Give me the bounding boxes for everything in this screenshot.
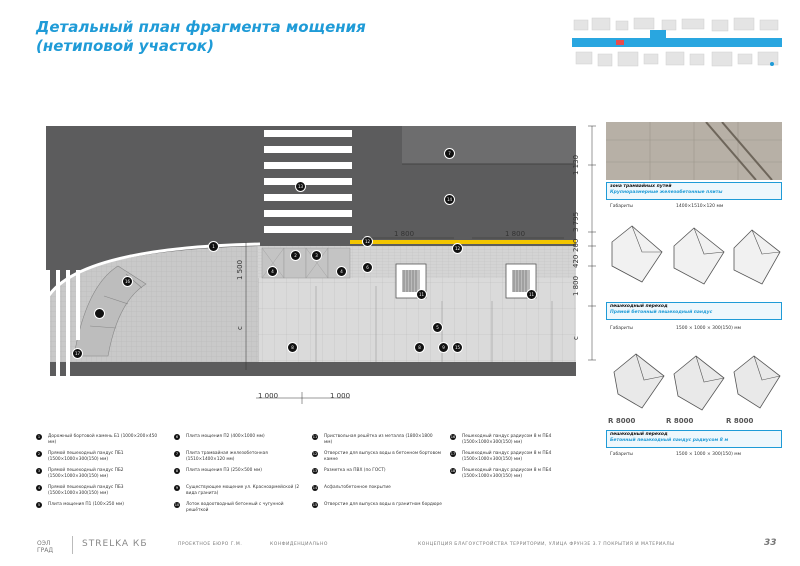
radius-label-3: R 8000 [726, 417, 754, 425]
legend-text: Дорожный бортовой камень Б1 (1000×200×450 мм) [48, 434, 158, 445]
legend-number: 2 [37, 452, 41, 456]
legend-number: 13 [312, 469, 318, 473]
dim-1000-b: 1 000 [330, 392, 351, 400]
marker-13: 13 [295, 181, 306, 192]
legend-text: Плита мощения П2 (400×1000 мм) [186, 434, 265, 439]
dim-420: 420 [572, 254, 580, 268]
tram-slab-label: Габариты [610, 204, 633, 209]
legend-text: Пешеходный пандус радиусом 8 м ПБ4 (1500×1000×300(150) мм) [462, 451, 552, 462]
marker-16: 16 [122, 276, 133, 287]
legend-text: Разметка на ПВХ (по ГОСТ) [324, 468, 386, 473]
dim-1800-b: 1 800 [505, 230, 526, 238]
marker-4b: 4 [336, 266, 347, 277]
marker-3: 3 [311, 250, 322, 261]
footer-text-3: КОНЦЕПЦИЯ БЛАГОУСТРОЙСТВА ТЕРРИТОРИИ, УЛИЦА ФРУНЗЕ 3.7 ПОКРЫТИЯ И МАТЕРИАЛЫ [418, 542, 675, 547]
legend-number: 1 [37, 435, 41, 439]
marker-12: 12 [362, 236, 373, 247]
ramp-caption: пешеходный переход Прямой бетонный пешеходный пандус [606, 302, 782, 320]
dim-1800-a: 1 800 [394, 230, 415, 238]
marker-6: 6 [362, 262, 373, 273]
page-number: 33 [764, 538, 777, 548]
marker-11b: 11 [526, 289, 537, 300]
dim-3795: 3 795 [572, 211, 580, 232]
radius-label-2: R 8000 [666, 417, 694, 425]
marker-2: 2 [290, 250, 301, 261]
tram-slab-size: 1400×1510×120 мм [676, 204, 724, 209]
dim-1000-a: 1 000 [258, 392, 279, 400]
legend-number: 18 [450, 469, 456, 473]
ramp-illustrations [604, 222, 784, 292]
legend-number: 9 [175, 486, 179, 490]
legend-text: Прямой пешеходный пандус ПБ2 (1500×1000×300(150) мм) [48, 468, 124, 479]
dim-c-right: с [572, 336, 580, 340]
legend-number: 14 [312, 486, 318, 490]
dim-1800-vertical: 1 800 [572, 275, 580, 296]
footer-divider [72, 536, 73, 554]
dim-1130: 1 130 [572, 154, 580, 175]
footer-text-2: КОНФИДЕНЦИАЛЬНО [270, 542, 328, 547]
logo-icon [36, 538, 60, 554]
legend [36, 430, 584, 530]
ramp-size: 1500 × 1000 × 300(150) мм [676, 326, 742, 331]
legend-number: 6 [175, 435, 179, 439]
tram-slab-photo [606, 122, 782, 180]
legend-text: Прямой пешеходный пандус ПБ3 (1500×1000×300(150) мм) [48, 485, 124, 496]
marker-1: 1 [208, 241, 219, 252]
legend-number: 11 [312, 435, 318, 439]
marker-8b: 8 [414, 342, 425, 353]
marker-5: 5 [432, 322, 443, 333]
dim-c-left: с [236, 326, 244, 330]
footer [0, 530, 800, 566]
legend-number: 15 [312, 503, 318, 507]
radius-ramp-caption: пешеходный переход Бетонный пешеходный пандус радиусом 8 м [606, 430, 782, 448]
dimension-lines [40, 120, 600, 410]
legend-text: Плита трамвайная железобетонная (1510×1400×120 мм) [186, 451, 268, 462]
location-minimap [572, 16, 782, 70]
marker-7: 7 [444, 148, 455, 159]
svg-text:ГРАД: ГРАД [37, 547, 54, 554]
legend-text: Асфальтобетонное покрытие [324, 485, 391, 490]
legend-number: 7 [175, 452, 179, 456]
radius-ramp-label: Габариты [610, 452, 633, 457]
legend-text: Прямой пешеходный пандус ПБ1 (1500×1000×300(150) мм) [48, 451, 124, 462]
legend-number: 10 [174, 503, 180, 507]
footer-brand: STRELKA КБ [82, 539, 148, 549]
ramp-label: Габариты [610, 326, 633, 331]
footer-text-1: ПРОЕКТНОЕ БЮРО Г.М. [178, 542, 243, 547]
legend-number: 17 [450, 452, 456, 456]
radius-ramp-size: 1500 × 1000 × 300(150) мм [676, 452, 742, 457]
page-title: Детальный план фрагмента мощения (нетиповой участок) [36, 18, 366, 55]
dim-200: 200 [572, 238, 580, 252]
marker-8: 8 [287, 342, 298, 353]
marker-17: 17 [72, 348, 83, 359]
marker-4: 4 [267, 266, 278, 277]
marker-14: 14 [444, 194, 455, 205]
marker-9: 9 [438, 342, 449, 353]
legend-number: 5 [37, 503, 41, 507]
tram-slab-illustration [606, 122, 782, 180]
legend-text: Пешеходный пандус радиусом 8 м ПБ4 (1500×1000×300(150) мм) [462, 468, 552, 479]
legend-text: Пешеходный пандус радиусом 8 м ПБ4 (1500×1000×300(150) мм) [462, 434, 552, 445]
legend-number: 16 [450, 435, 456, 439]
legend-number: 3 [37, 469, 41, 473]
marker-12b: 12 [452, 243, 463, 254]
radius-ramp-illustrations [604, 350, 784, 416]
marker-15: 15 [452, 342, 463, 353]
legend-text: Приствольная решётка из металла (1800×1800 мм) [324, 434, 433, 445]
legend-text: Плита мощения П1 (100×250 мм) [48, 502, 124, 507]
dim-1500: 1 500 [236, 259, 244, 280]
legend-text: Плита мощения П3 (250×500 мм) [186, 468, 262, 473]
legend-number: 4 [37, 486, 41, 490]
legend-text: Существующее мощение ул. Красноармейской (2 вида гранита) [186, 485, 300, 496]
svg-text:ОЭЛ: ОЭЛ [37, 540, 51, 547]
marker-11: 11 [416, 289, 427, 300]
tram-slab-caption: зона трамвайных путей Крупноразмерные железобетонные плиты [606, 182, 782, 200]
legend-number: 8 [175, 469, 179, 473]
legend-text: Отверстие для выпуска воды в гранитном бордюре [324, 502, 442, 507]
legend-text: Отверстие для выпуска воды в бетонном бортовом камне [324, 451, 441, 462]
radius-label-1: R 8000 [608, 417, 636, 425]
legend-number: 12 [312, 452, 318, 456]
legend-text: Лоток водоотводный бетонный с чугунной решёткой [186, 502, 284, 513]
